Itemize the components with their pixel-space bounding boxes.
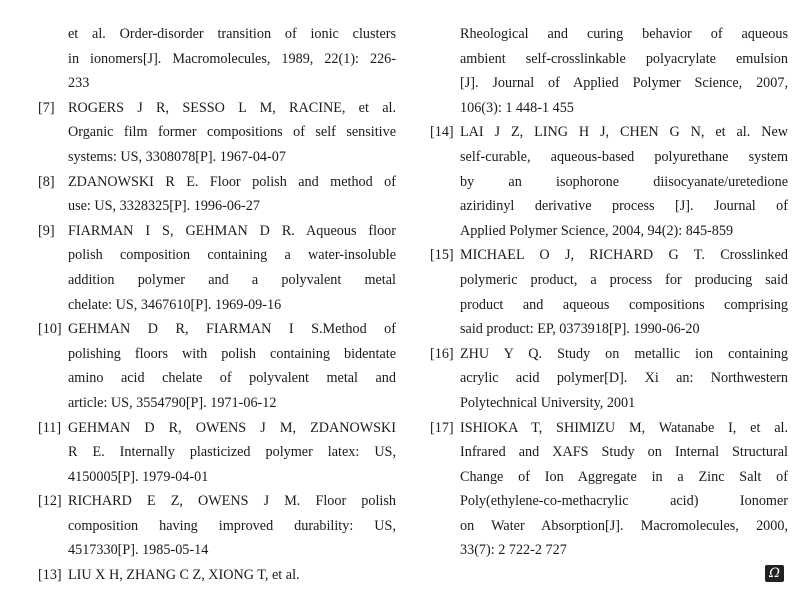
reference-text-line: use: US, 3328325[P]. 1996-06-27	[68, 198, 260, 215]
reference-text-line: Infrared and XAFS Study on Internal Structural	[460, 444, 788, 461]
reference-text-line: ZHU Y Q. Study on metallic ion containing	[460, 345, 788, 362]
reference-text-line: Applied Polymer Science, 2004, 94(2): 845-859	[460, 222, 734, 239]
reference-number: [17]	[430, 419, 454, 436]
reference-text-line: et al. Order-disorder transition of ionic clusters	[68, 26, 396, 42]
reference-number: [7]	[38, 99, 55, 116]
reference-text-line: LIU X H, ZHANG C Z, XIONG T, et al.	[68, 567, 300, 584]
reference-text-line: GEHMAN D R, FIARMAN I S.Method of	[68, 321, 396, 338]
reference-text-line: systems: US, 3308078[P]. 1967-04-07	[68, 148, 286, 165]
reference-text-line: ZDANOWSKI R E. Floor polish and method of	[68, 173, 396, 190]
reference-text-line: 106(3): 1 448-1 455	[460, 99, 574, 116]
reference-entry	[38, 170, 396, 219]
reference-text-line: chelate: US, 3467610[P]. 1969-09-16	[68, 296, 282, 313]
reference-text-line: addition polymer and a polyvalent metal	[68, 271, 396, 288]
reference-text-line: RICHARD E Z, OWENS J M. Floor polish	[68, 493, 396, 510]
reference-text-line: ROGERS J R, SESSO L M, RACINE, et al.	[68, 99, 396, 116]
reference-text-line: composition having improved durability: US,	[68, 517, 396, 534]
reference-number: [8]	[38, 173, 55, 190]
reference-entry	[38, 563, 396, 588]
reference-text-line: Rheological and curing behavior of aqueous	[460, 26, 788, 42]
reference-column-right	[430, 22, 788, 563]
reference-text-line: polishing floors with polish containing bidentate	[68, 345, 396, 362]
reference-entry	[430, 416, 788, 564]
reference-text-line: Poly(ethylene-co-methacrylic acid) Ionomer	[460, 493, 788, 510]
reference-text-line: FIARMAN I S, GEHMAN D R. Aqueous floor	[68, 222, 396, 239]
reference-number: [11]	[38, 419, 62, 436]
journal-logo-icon: Ω	[765, 565, 784, 582]
reference-entry	[430, 342, 788, 416]
reference-text-line: self-curable, aqueous-based polyurethane system	[460, 148, 788, 165]
reference-entry	[430, 120, 788, 243]
reference-number: [15]	[430, 247, 454, 264]
reference-text-line: ambient self-crosslinkable polyacrylate emulsion	[460, 50, 788, 67]
reference-text-line: 4517330[P]. 1985-05-14	[68, 542, 209, 559]
reference-text-line: 4150005[P]. 1979-04-01	[68, 468, 209, 485]
reference-text-line: [J]. Journal of Applied Polymer Science, 2007,	[460, 75, 788, 92]
reference-text-line: LAI J Z, LING H J, CHEN G N, et al. New	[460, 124, 788, 141]
reference-text-line: Change of Ion Aggregate in a Zinc Salt of	[460, 468, 788, 485]
reference-text-line: on Water Absorption[J]. Macromolecules, 2000,	[460, 517, 788, 534]
reference-text-line: acrylic acid polymer[D]. Xi an: Northwestern	[460, 370, 788, 387]
reference-text-line: amino acid chelate of polyvalent metal and	[68, 370, 396, 387]
reference-text-line: Organic film former compositions of self sensitive	[68, 124, 396, 141]
reference-text-line: Polytechnical University, 2001	[460, 394, 636, 411]
reference-text-line: ISHIOKA T, SHIMIZU M, Watanabe I, et al.	[460, 419, 788, 436]
reference-entry	[38, 489, 396, 563]
reference-entry	[38, 22, 396, 96]
reference-text-line: in ionomers[J]. Macromolecules, 1989, 22(1): 226-	[68, 50, 396, 67]
reference-text-line: 233	[68, 75, 90, 92]
reference-number: [14]	[430, 124, 454, 141]
reference-text-line: by an isophorone diisocyanate/uretedione	[460, 173, 788, 190]
reference-text-line: R E. Internally plasticized polymer latex: US,	[68, 444, 396, 461]
reference-text-line: GEHMAN D R, OWENS J M, ZDANOWSKI	[68, 419, 396, 436]
reference-entry	[430, 22, 788, 120]
reference-text-line: product and aqueous compositions comprising	[460, 296, 788, 313]
reference-number: [12]	[38, 493, 62, 510]
reference-text-line: polymeric product, a process for producing said	[460, 271, 788, 288]
reference-entry	[38, 219, 396, 317]
reference-number: [9]	[38, 222, 55, 239]
reference-number: [10]	[38, 321, 62, 338]
reference-column-left	[38, 22, 396, 588]
reference-entry	[38, 317, 396, 415]
reference-text-line: said product: EP, 0373918[P]. 1990-06-20	[460, 321, 700, 338]
reference-entry	[38, 416, 396, 490]
reference-number: [13]	[38, 567, 62, 584]
reference-entry	[430, 243, 788, 341]
reference-text-line: polish composition containing a water-insoluble	[68, 247, 396, 264]
reference-number: [16]	[430, 345, 454, 362]
reference-text-line: 33(7): 2 722-2 727	[460, 542, 567, 559]
reference-text-line: aziridinyl derivative process [J]. Journal of	[460, 198, 788, 215]
reference-text-line: article: US, 3554790[P]. 1971-06-12	[68, 394, 277, 411]
reference-entry	[38, 96, 396, 170]
reference-text-line: MICHAEL O J, RICHARD G T. Crosslinked	[460, 247, 788, 264]
